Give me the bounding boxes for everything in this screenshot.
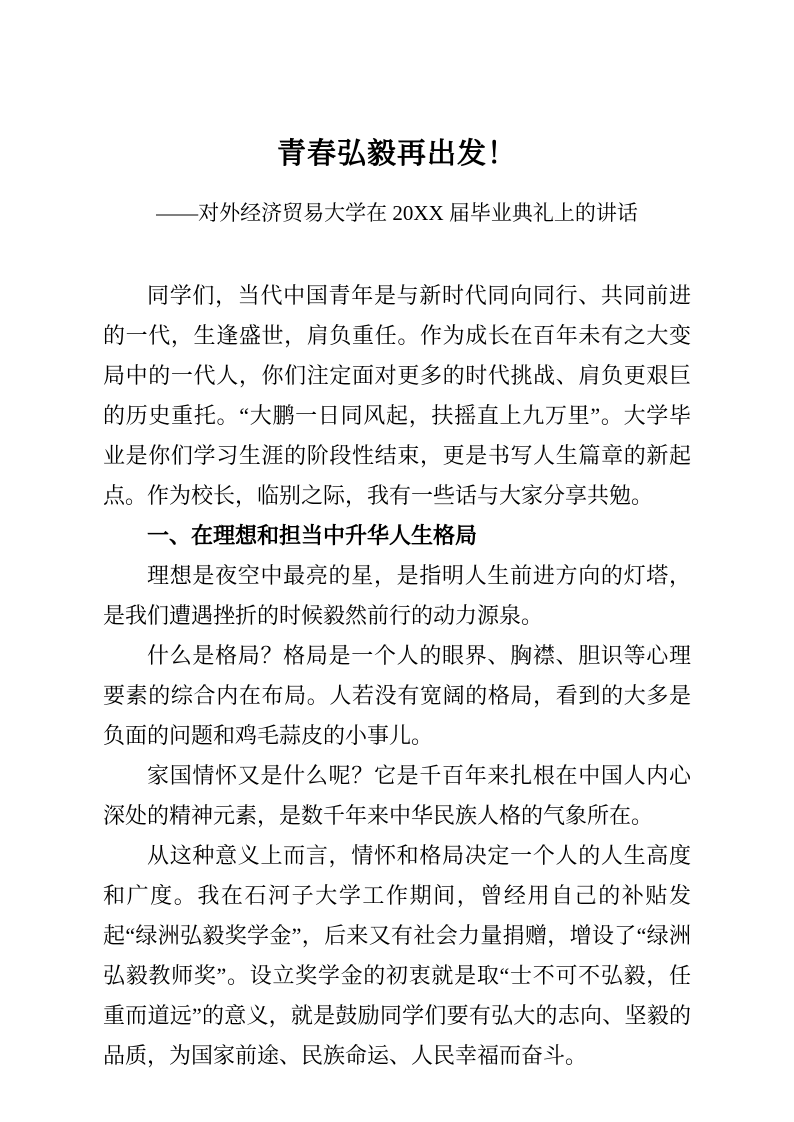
document-title: 青春弘毅再出发！ <box>276 138 517 170</box>
paragraph-jiaguo: 家国情怀又是什么呢？它是千百年来扎根在中国人内心深处的精神元素，是数千年来中华民族人格的气象所在。 <box>103 763 691 828</box>
section-heading-1: 一、在理想和担当中升华人生格局 <box>147 523 478 548</box>
document-subtitle: ——对外经济贸易大学在 20XX 届毕业典礼上的讲话 <box>156 201 638 225</box>
paragraph-intro: 同学们，当代中国青年是与新时代同向同行、共同前进的一代，生逢盛世，肩负重任。作为成长在百年未有之大变局中的一代人，你们注定面对更多的时代挑战、肩负更艰巨的历史重托。“大鹏一日同风起，扶摇直上九万里”。大学毕业是你们学习生涯的阶段性结束，更是书写人生篇章的新起点。作为校长，临别之际，我有一些话与大家分享共勉。 <box>103 283 691 508</box>
paragraph-scholarship: 从这种意义上而言，情怀和格局决定一个人的人生高度和广度。我在石河子大学工作期间，曾经用自己的补贴发起“绿洲弘毅奖学金”，后来又有社会力量捐赠，增设了“绿洲弘毅教师奖”。设立奖学金的初衷就是取“士不可不弘毅，任重而道远”的意义，就是鼓励同学们要有弘大的志向、坚毅的品质，为国家前途、民族命运、人民幸福而奋斗。 <box>103 843 691 1068</box>
document-body <box>103 276 691 1076</box>
paragraph-ideal: 理想是夜空中最亮的星，是指明人生前进方向的灯塔，是我们遭遇挫折的时候毅然前行的动力源泉。 <box>103 563 691 628</box>
paragraph-geju: 什么是格局？格局是一个人的眼界、胸襟、胆识等心理要素的综合内在布局。人若没有宽阔的格局，看到的大多是负面的问题和鸡毛蒜皮的小事儿。 <box>103 643 691 748</box>
